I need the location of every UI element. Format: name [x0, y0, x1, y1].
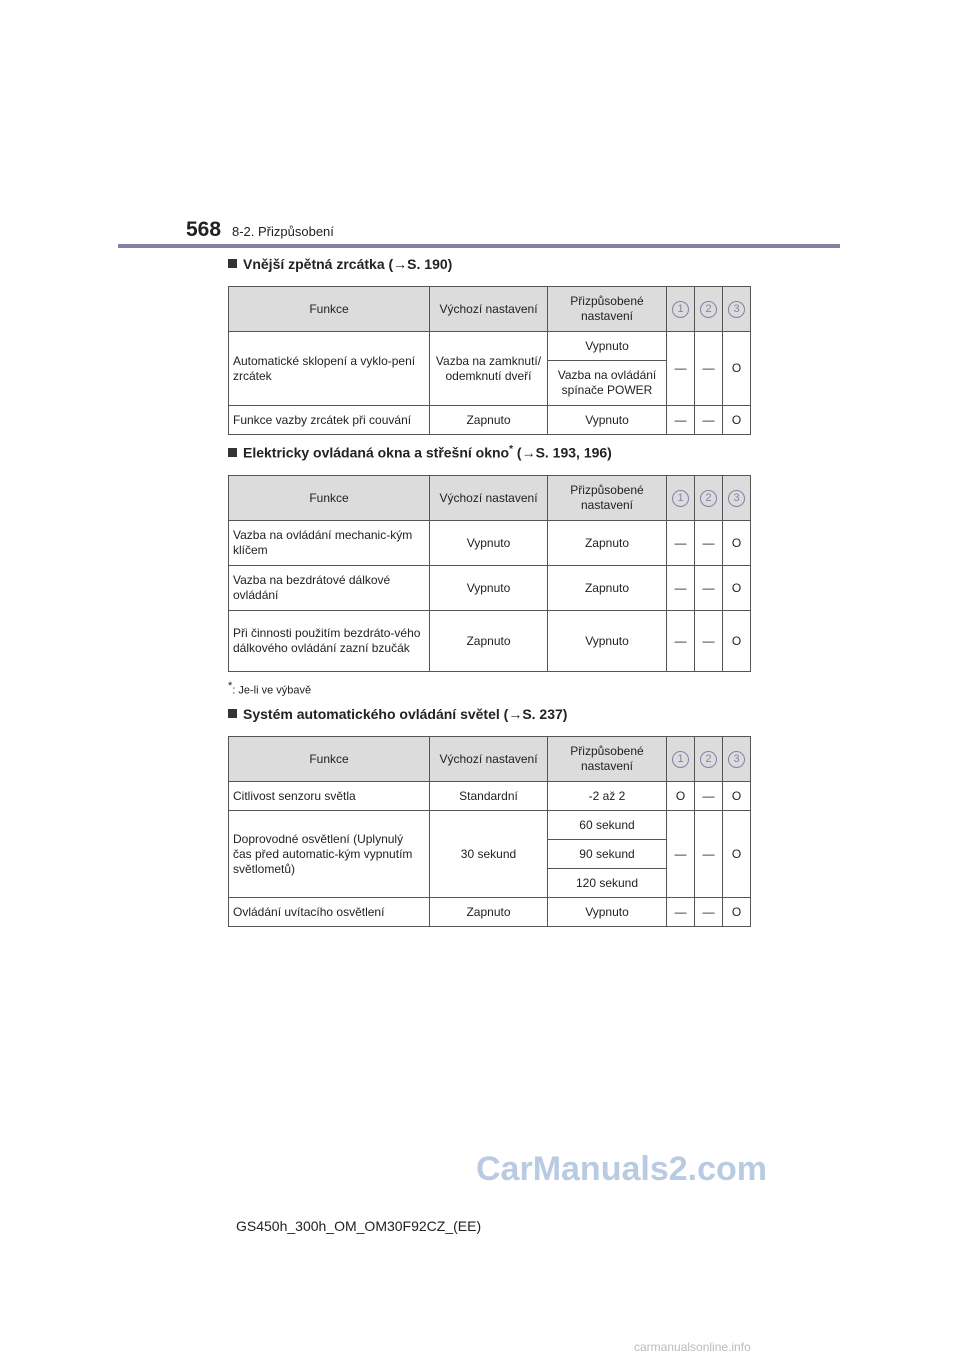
cell-custom: Vazba na ovládání spínače POWER — [548, 361, 667, 406]
table-row — [229, 521, 751, 566]
cell-3: O — [723, 898, 751, 927]
col-header-1 — [667, 737, 695, 782]
cell-custom: 90 sekund — [548, 840, 667, 869]
cell-1: O — [667, 782, 695, 811]
table-row — [229, 898, 751, 927]
table-row — [229, 611, 751, 672]
cell-custom: 60 sekund — [548, 811, 667, 840]
cell-3: O — [723, 811, 751, 898]
col-header-custom: Přizpůsobené nastavení — [548, 287, 667, 332]
number-1-icon: 1 — [672, 751, 689, 768]
cell-default: Zapnuto — [430, 406, 548, 435]
square-bullet-icon — [228, 709, 237, 718]
cell-custom: -2 až 2 — [548, 782, 667, 811]
section-heading-mirrors — [228, 256, 452, 272]
cell-1: — — [667, 406, 695, 435]
cell-1: — — [667, 811, 695, 898]
col-header-1 — [667, 287, 695, 332]
footnote-star: * — [509, 444, 514, 455]
cell-function: Doprovodné osvětlení (Uplynulý čas před automatic-kým vypnutím světlometů) — [229, 811, 430, 898]
cell-3: O — [723, 782, 751, 811]
col-header-custom: Přizpůsobené nastavení — [548, 737, 667, 782]
chapter-title: 8-2. Přizpůsobení — [232, 224, 334, 239]
cell-default: Vypnuto — [430, 566, 548, 611]
cell-2: — — [695, 406, 723, 435]
lights-table — [228, 736, 751, 927]
footnote — [228, 680, 311, 697]
cell-function: Automatické sklopení a vyklo-pení zrcátek — [229, 332, 430, 406]
cell-1: — — [667, 611, 695, 672]
section-title: Vnější zpětná zrcátka (→S. 190) — [243, 256, 453, 272]
col-header-function: Funkce — [229, 476, 430, 521]
footnote-text: : Je-li ve výbavě — [232, 684, 312, 697]
section-heading-lights — [228, 706, 567, 722]
cell-3: O — [723, 521, 751, 566]
col-header-default: Výchozí nastavení — [430, 737, 548, 782]
cell-1: — — [667, 566, 695, 611]
cell-custom: 120 sekund — [548, 869, 667, 898]
cell-3: O — [723, 566, 751, 611]
section-title: Systém automatického ovládání světel (→S. 237) — [243, 706, 568, 722]
cell-function: Ovládání uvítacího osvětlení — [229, 898, 430, 927]
page-number: 568 — [186, 218, 222, 241]
section-heading-windows — [228, 444, 612, 461]
cell-custom: Vypnuto — [548, 406, 667, 435]
number-3-icon: 3 — [728, 751, 745, 768]
col-header-function: Funkce — [229, 737, 430, 782]
watermark: CarManuals2.com — [476, 1150, 767, 1188]
col-header-default: Výchozí nastavení — [430, 476, 548, 521]
number-3-icon: 3 — [728, 490, 745, 507]
cell-3: O — [723, 406, 751, 435]
cell-function: Při činnosti použitím bezdráto-vého dálkového ovládání zazní bzučák — [229, 611, 430, 672]
col-header-1 — [667, 476, 695, 521]
windows-table — [228, 475, 751, 672]
number-2-icon: 2 — [700, 751, 717, 768]
cell-2: — — [695, 898, 723, 927]
number-3-icon: 3 — [728, 301, 745, 318]
table-header-row — [229, 476, 751, 521]
table-row — [229, 811, 751, 840]
cell-custom: Vypnuto — [548, 898, 667, 927]
cell-function: Vazba na bezdrátové dálkové ovládání — [229, 566, 430, 611]
cell-default: Zapnuto — [430, 611, 548, 672]
col-header-2 — [695, 476, 723, 521]
number-1-icon: 1 — [672, 301, 689, 318]
number-2-icon: 2 — [700, 490, 717, 507]
cell-2: — — [695, 811, 723, 898]
section-title: Elektricky ovládaná okna a střešní okno — [243, 444, 510, 461]
document-code: GS450h_300h_OM_OM30F92CZ_(EE) — [236, 1218, 482, 1234]
cell-default: Vypnuto — [430, 521, 548, 566]
cell-2: — — [695, 521, 723, 566]
col-header-custom: Přizpůsobené nastavení — [548, 476, 667, 521]
table-row — [229, 406, 751, 435]
cell-custom: Vypnuto — [548, 332, 667, 361]
number-1-icon: 1 — [672, 490, 689, 507]
cell-1: — — [667, 521, 695, 566]
col-header-2 — [695, 737, 723, 782]
number-2-icon: 2 — [700, 301, 717, 318]
table-row — [229, 332, 751, 361]
cell-function: Funkce vazby zrcátek při couvání — [229, 406, 430, 435]
cell-custom: Vypnuto — [548, 611, 667, 672]
table-row — [229, 566, 751, 611]
col-header-2 — [695, 287, 723, 332]
cell-1: — — [667, 332, 695, 406]
col-header-3 — [723, 287, 751, 332]
cell-3: O — [723, 332, 751, 406]
col-header-3 — [723, 476, 751, 521]
table-header-row — [229, 287, 751, 332]
cell-3: O — [723, 611, 751, 672]
cell-1: — — [667, 898, 695, 927]
cell-default: Vazba na zamknutí/ odemknutí dveří — [430, 332, 548, 406]
table-header-row — [229, 737, 751, 782]
cell-custom: Zapnuto — [548, 521, 667, 566]
cell-2: — — [695, 332, 723, 406]
table-row — [229, 782, 751, 811]
col-header-default: Výchozí nastavení — [430, 287, 548, 332]
cell-default: 30 sekund — [430, 811, 548, 898]
col-header-function: Funkce — [229, 287, 430, 332]
square-bullet-icon — [228, 259, 237, 268]
cell-default: Zapnuto — [430, 898, 548, 927]
mirrors-table — [228, 286, 751, 435]
col-header-3 — [723, 737, 751, 782]
cell-default: Standardní — [430, 782, 548, 811]
footnote-mark: * — [228, 680, 233, 692]
header-rule — [118, 244, 840, 248]
section-reference: (→S. 193, 196) — [513, 444, 612, 461]
cell-2: — — [695, 566, 723, 611]
cell-function: Vazba na ovládání mechanic-kým klíčem — [229, 521, 430, 566]
cell-function: Citlivost senzoru světla — [229, 782, 430, 811]
cell-2: — — [695, 782, 723, 811]
cell-custom: Zapnuto — [548, 566, 667, 611]
square-bullet-icon — [228, 448, 237, 457]
cell-2: — — [695, 611, 723, 672]
site-footer: carmanualsonline.info — [634, 1340, 751, 1354]
